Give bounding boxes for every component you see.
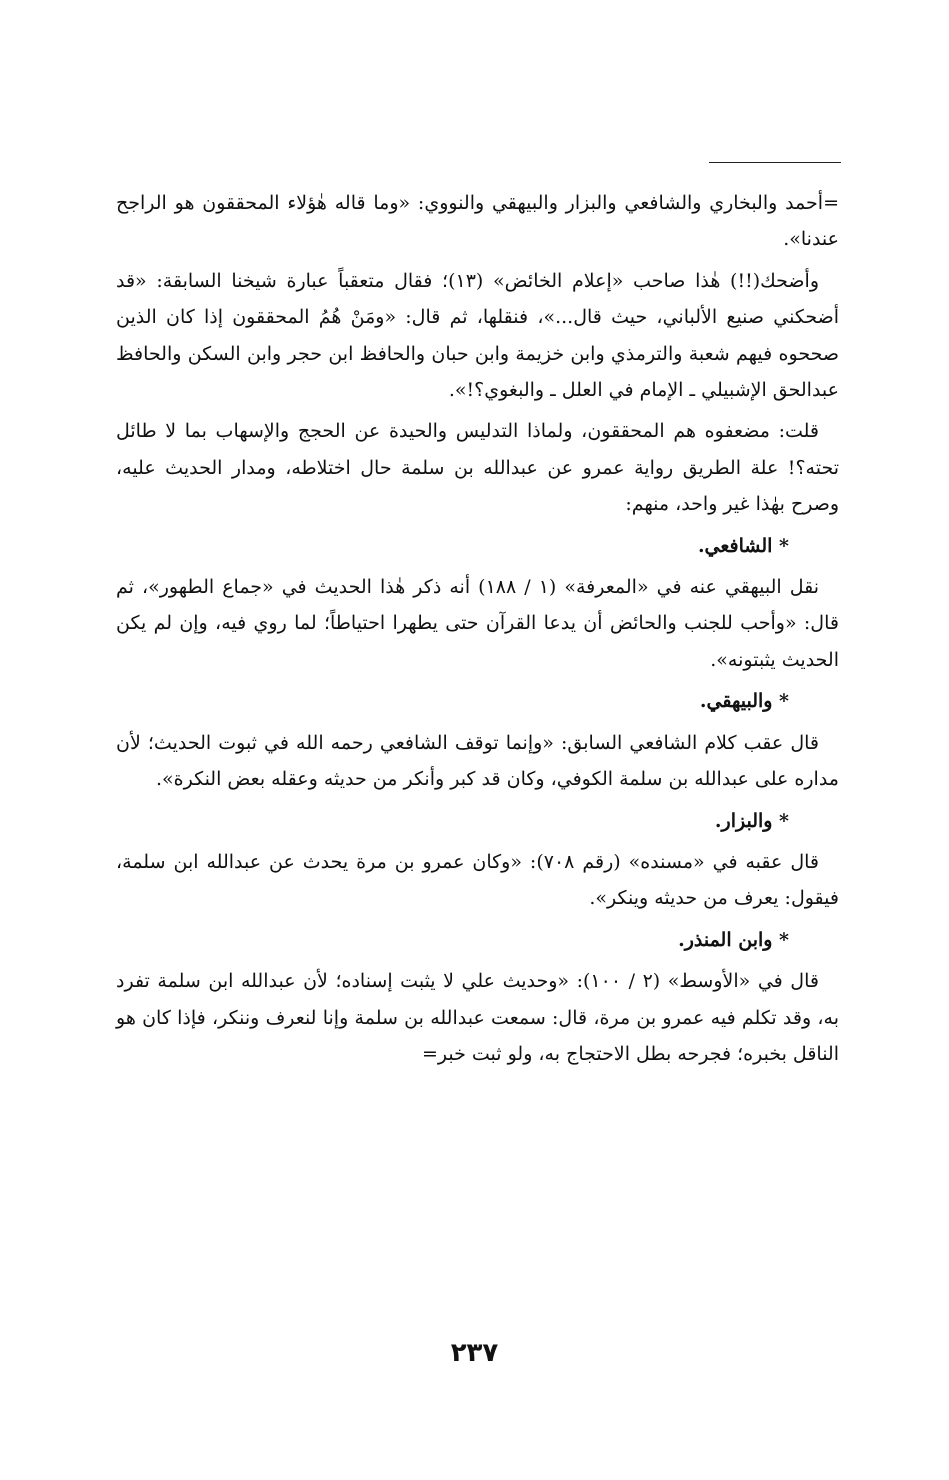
paragraph: قال عقبه في «مسنده» (رقم ٧٠٨): «وكان عمرو بن مرة يحدث عن عبدالله ابن سلمة، فيقول: يعرف من حديثه وينكر». xyxy=(116,850,839,910)
paragraph: قال في «الأوسط» (٢ / ١٠٠): «وحديث علي لا يثبت إسناده؛ لأن عبدالله ابن سلمة تفرد به، وقد تكلم فيه عمرو بن مرة، قال: سمعت عبدالله بن سلمة وإنا لنعرف وننكر، فإذا كان هو الناقل بخبره؛ فجرحه بطل الاحتجاج به، ولو ثبت خبر= xyxy=(116,970,839,1065)
section-heading: * الشافعي. xyxy=(697,534,789,557)
page-number: ٢٣٧ xyxy=(450,1338,499,1368)
section-heading: * والبزار. xyxy=(714,809,789,832)
paragraph: =أحمد والبخاري والشافعي والبزار والبيهقي والنووي: «وما قاله هٰؤلاء المحققون هو الراجح عندنا». xyxy=(116,192,839,251)
section-heading: * وابن المنذر. xyxy=(678,928,789,951)
paragraph: نقل البيهقي عنه في «المعرفة» (١ / ١٨٨) أنه ذكر هٰذا الحديث في «جماع الطهور»، ثم قال: «وأحب للجنب والحائض أن يدعا القرآن حتى يطهرا احتياطاً؛ لما روي فيه، وإن لم يكن الحديث يثبتونه». xyxy=(116,576,839,671)
paragraph: قلت: مضعفوه هم المحققون، ولماذا التدليس والحيدة عن الحجج والإسهاب بما لا طائل تحته؟! علة الطريق رواية عمرو عن عبدالله بن سلمة حال اختلاطه، ومدار الحديث عليه، وصرح بهٰذا غير واحد، منهم: xyxy=(116,420,839,516)
footnote-text-block xyxy=(116,185,839,1077)
paragraph: قال عقب كلام الشافعي السابق: «وإنما توقف الشافعي رحمه الله في ثبوت الحديث؛ لأن مداره على عبدالله بن سلمة الكوفي، وكان قد كبر وأنكر من حديثه وعقله بعض النكرة». xyxy=(116,731,839,791)
paragraph: وأضحك(!!) هٰذا صاحب «إعلام الخائض» (١٣)؛ فقال متعقباً عبارة شيخنا السابقة: «قد أضحكني صنيع الألباني، حيث قال...»، فنقلها، ثم قال: «ومَنْ هُمُ المحققون إذا كان الذين صححوه فيهم شعبة والترمذي وابن خزيمة وابن حبان والحافظ ابن حجر وابن السكن والحافظ عبدالحق الإشبيلي ـ الإمام في العلل ـ والبغوي؟!». xyxy=(116,269,839,402)
footnote-separator-rule xyxy=(709,162,841,163)
section-heading: * والبيهقي. xyxy=(699,690,789,713)
